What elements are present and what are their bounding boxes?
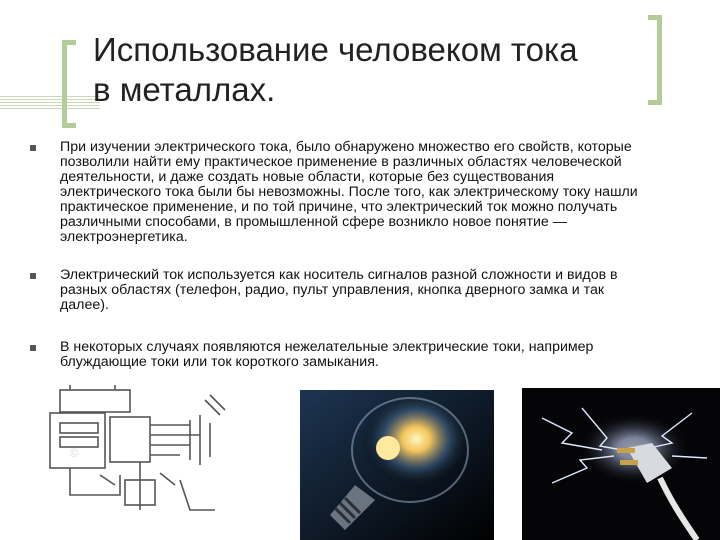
- bullet-line: Электрический ток используется как носитель сигналов разной сложности и видов в: [60, 267, 618, 283]
- slide-title: [93, 30, 653, 110]
- bullet-line: позволили найти ему практическое применение в различных областях человеческой: [60, 154, 622, 170]
- bullet-square-icon: [30, 273, 36, 279]
- relay-diagram-image: [40, 385, 230, 525]
- light-bulb-photo: [300, 390, 494, 540]
- title-line-1: Использование человеком тока: [93, 31, 578, 68]
- bullet-line: практическое применение, и по той причине, что электрический ток можно получать: [60, 199, 618, 215]
- bullet-square-icon: [30, 345, 36, 351]
- bullet-item: [28, 340, 593, 370]
- bullet-line: электрического тока были бы невозможны. После того, как электрическому току нашли: [60, 184, 638, 200]
- bullet-line: разных областях (телефон, радио, пульт управления, кнопка дверного замка и так: [60, 282, 605, 298]
- bullet-item: [28, 140, 638, 245]
- bullet-line: далее).: [60, 297, 109, 313]
- bullet-line: В некоторых случаях появляются нежелательные электрические токи, например: [60, 339, 594, 355]
- bullet-line: деятельности, и даже создать новые области, которые без существования: [60, 169, 555, 185]
- bullet-line: блуждающие токи или ток короткого замыкания.: [60, 354, 379, 370]
- bullet-line: различными способами, в промышленной сфере возникло новое понятие —: [60, 214, 567, 230]
- electric-plug-sparks-photo: [522, 388, 720, 540]
- bullet-item: [28, 268, 618, 313]
- bullet-square-icon: [30, 145, 36, 151]
- bullet-line: электроэнергетика.: [60, 229, 188, 245]
- title-line-2: в металлах.: [93, 71, 276, 108]
- title-bracket-left: [62, 40, 76, 128]
- decorative-stripes: [0, 96, 100, 109]
- bullet-line: При изучении электрического тока, было обнаружено множество его свойств, которые: [60, 139, 632, 155]
- svg-text:©: ©: [70, 446, 79, 460]
